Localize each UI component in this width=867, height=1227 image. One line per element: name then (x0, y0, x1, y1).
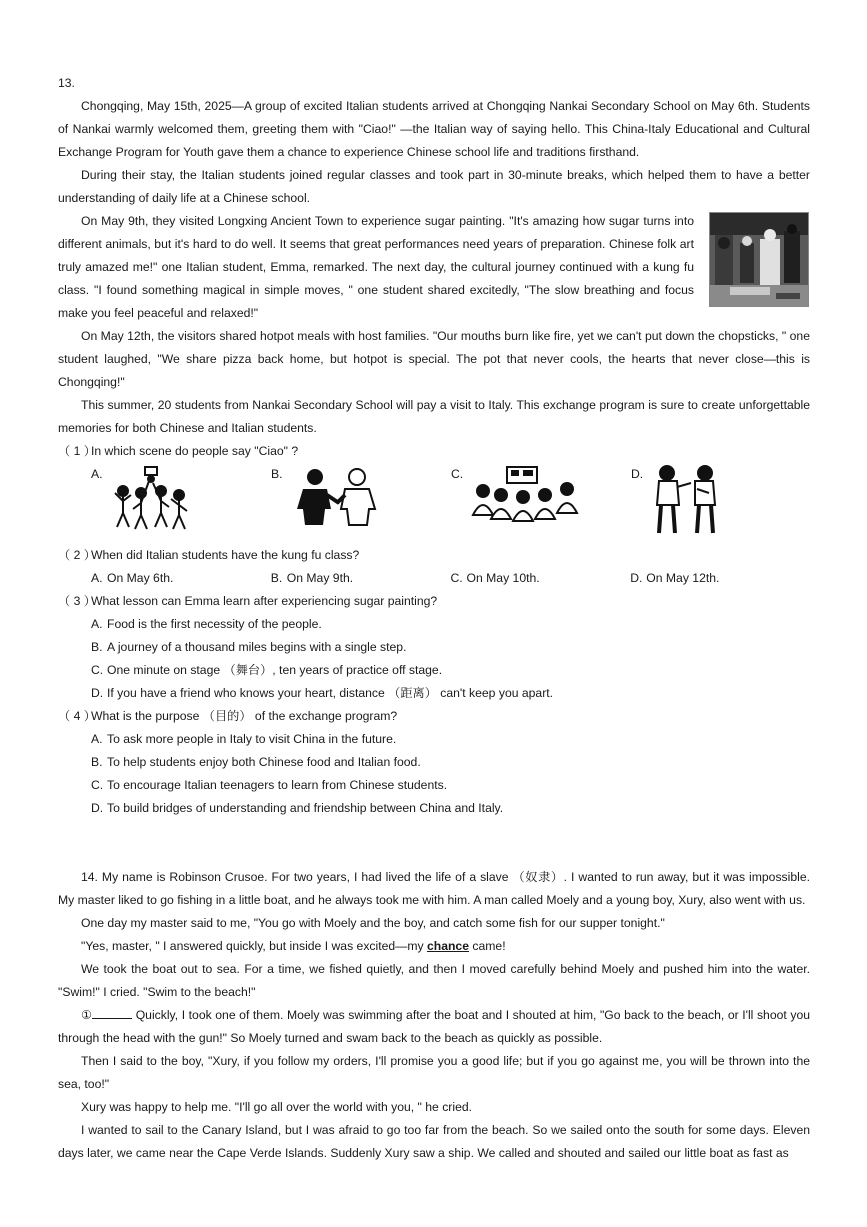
underlined-word-chance: chance (426, 939, 469, 953)
exam-content (58, 72, 810, 1165)
q14-paragraph-4: We took the boat out to sea. For a time, we fished quietly, and then I moved carefully behind Moely and pushed him into the water. "Swim!" I cried. "Swim to the beach!" (58, 962, 810, 999)
q13-question-2 (58, 544, 810, 567)
option-a[interactable] (58, 613, 810, 636)
option-letter: A. (91, 467, 103, 481)
question-text: What lesson can Emma learn after experiencing sugar painting? (91, 594, 438, 608)
q14-paragraph-7: Xury was happy to help me. "I'll go all over the world with you, " he cried. (81, 1100, 473, 1114)
answer-blank-1[interactable] (92, 1006, 132, 1019)
option-a[interactable] (58, 728, 810, 751)
question-text: When did Italian students have the kung fu class? (91, 548, 360, 562)
question-paren: （ 1 ） (58, 444, 96, 458)
option-text: On May 12th. (646, 571, 720, 585)
option-b[interactable] (271, 567, 451, 590)
option-c[interactable] (58, 659, 810, 682)
q14-paragraph-8: I wanted to sail to the Canary Island, but I was afraid to go too far from the beach. So we sailed onto the south for some days. Eleven days later, we came near the Cape Verde Islands. Suddenly Xury saw a ship. We called and shouted and sailed our little boat as fast as (58, 1123, 810, 1160)
question-paren: （ 3 ） (58, 594, 96, 608)
q13-paragraph-4: On May 12th, the visitors shared hotpot meals with host families. "Our mouths burn like fire, yet we can't put down the chopsticks, " one student laughed, "We share pizza back home, but hotpot is special. The pot that never cools, the hearts that never close—this is Chongqing!" (58, 329, 810, 389)
question-text: In which scene do people say "Ciao" ? (91, 444, 299, 458)
option-text: One minute on stage （舞台）, ten years of practice off stage. (107, 663, 443, 677)
q13-question-1 (58, 440, 810, 463)
q14-paragraph-2: One day my master said to me, "You go with Moely and the boy, and catch some fish for our supper tonight." (81, 916, 665, 930)
group-at-table-picture (471, 465, 581, 525)
option-text: To build bridges of understanding and friendship between China and Italy. (107, 801, 504, 815)
option-letter: C. (451, 467, 464, 481)
q13-question-4 (58, 705, 810, 728)
q14-paragraph-6: Then I said to the boy, "Xury, if you follow my orders, I'll promise you a good life; but if you go against me, you will be thrown into the sea, too!" (58, 1054, 810, 1091)
option-b[interactable] (58, 751, 810, 774)
option-letter: C. (91, 663, 104, 677)
q13-paragraph-2: During their stay, the Italian students joined regular classes and took part in 30-minute breaks, which helped them to have a better understanding of daily life at a Chinese school. (58, 168, 810, 205)
option-text: To help students enjoy both Chinese food and Italian food. (107, 755, 421, 769)
option-letter: D. (630, 571, 643, 585)
question-text: What is the purpose （目的） of the exchange program? (91, 709, 398, 723)
handshake-picture (291, 465, 381, 527)
option-c[interactable] (451, 567, 631, 590)
question-paren: （ 2 ） (58, 548, 96, 562)
option-letter: A. (91, 617, 103, 631)
option-a[interactable] (91, 567, 271, 590)
option-letter: D. (91, 801, 104, 815)
option-b[interactable] (58, 636, 810, 659)
text-segment: "Yes, master, " I answered quickly, but inside I was excited—my (81, 939, 427, 953)
option-d[interactable] (58, 682, 810, 705)
q13-paragraph-1: Chongqing, May 15th, 2025—A group of excited Italian students arrived at Chongqing Nankai Secondary School on May 6th. Students of Nankai warmly welcomed them, greeting them with "Ciao!" —the Italian way of saying hello. This China-Italy Educational and Cultural Exchange Program for Youth gave them a chance to experience Chinese school life and traditions firsthand. (58, 99, 810, 159)
option-text: On May 10th. (466, 571, 540, 585)
option-text: On May 6th. (107, 571, 174, 585)
blank-marker: ① (81, 1008, 93, 1022)
option-d[interactable] (630, 567, 810, 590)
option-letter: C. (450, 571, 463, 585)
option-letter: B. (91, 640, 103, 654)
basketball-players-picture (111, 465, 193, 531)
q14-paragraph-5 (58, 1004, 810, 1050)
two-men-arguing-picture (651, 463, 721, 535)
option-letter: C. (91, 778, 104, 792)
option-text: If you have a friend who knows your heart, distance （距离） can't keep you apart. (107, 686, 554, 700)
q13-paragraph-3: On May 9th, they visited Longxing Ancient Town to experience sugar painting. "It's amazing how sugar turns into different animals, but it's hard to do well. It seems that great performances need years of preparation. Chinese folk art truly amazed me!" one Italian student, Emma, remarked. The next day, the cultural journey continued with a kung fu class. "I found something magical in simple moves, " one student shared excitedly, "The slow breathing and focus make you feel peaceful and relaxed!" (58, 214, 694, 320)
option-letter: B. (91, 755, 103, 769)
option-letter: A. (91, 732, 103, 746)
option-text: A journey of a thousand miles begins with a single step. (107, 640, 407, 654)
option-text: On May 9th. (286, 571, 354, 585)
q14-paragraph-1: 14. My name is Robinson Crusoe. For two years, I had lived the life of a slave （奴隶）. I wanted to run away, but it was impossible. My master liked to go fishing in a little boat, and he always took me with him. A man called Moely and a young boy, Xury, also went with us. (58, 870, 810, 907)
option-text: To ask more people in Italy to visit China in the future. (107, 732, 397, 746)
question-paren: （ 4 ） (58, 709, 96, 723)
option-letter: D. (631, 467, 644, 481)
section-spacer (58, 820, 810, 866)
option-text: To encourage Italian teenagers to learn from Chinese students. (107, 778, 448, 792)
q13-question-1-picture-options (58, 463, 810, 544)
option-d[interactable] (58, 797, 810, 820)
q13-paragraph-5: This summer, 20 students from Nankai Secondary School will pay a visit to Italy. This exchange program is sure to create unforgettable memories for both Chinese and Italian students. (58, 398, 810, 435)
option-letter: A. (91, 571, 103, 585)
q13-question-2-options (58, 567, 810, 590)
option-c[interactable] (58, 774, 810, 797)
option-letter: D. (91, 686, 104, 700)
text-segment: came! (469, 939, 506, 953)
question-13-number: 13. (58, 76, 75, 90)
option-letter: B. (271, 467, 283, 481)
option-text: Food is the first necessity of the people. (107, 617, 322, 631)
option-letter: B. (270, 571, 283, 585)
q14-paragraph-3 (58, 935, 810, 958)
q13-question-3 (58, 590, 810, 613)
text-segment: Quickly, I took one of them. Moely was swimming after the boat and I shouted at him, "Go back to the beach, or I'll shoot you through the head with the gun!" So Moely turned and swam back to the beach as quickly as possible. (58, 1008, 810, 1045)
